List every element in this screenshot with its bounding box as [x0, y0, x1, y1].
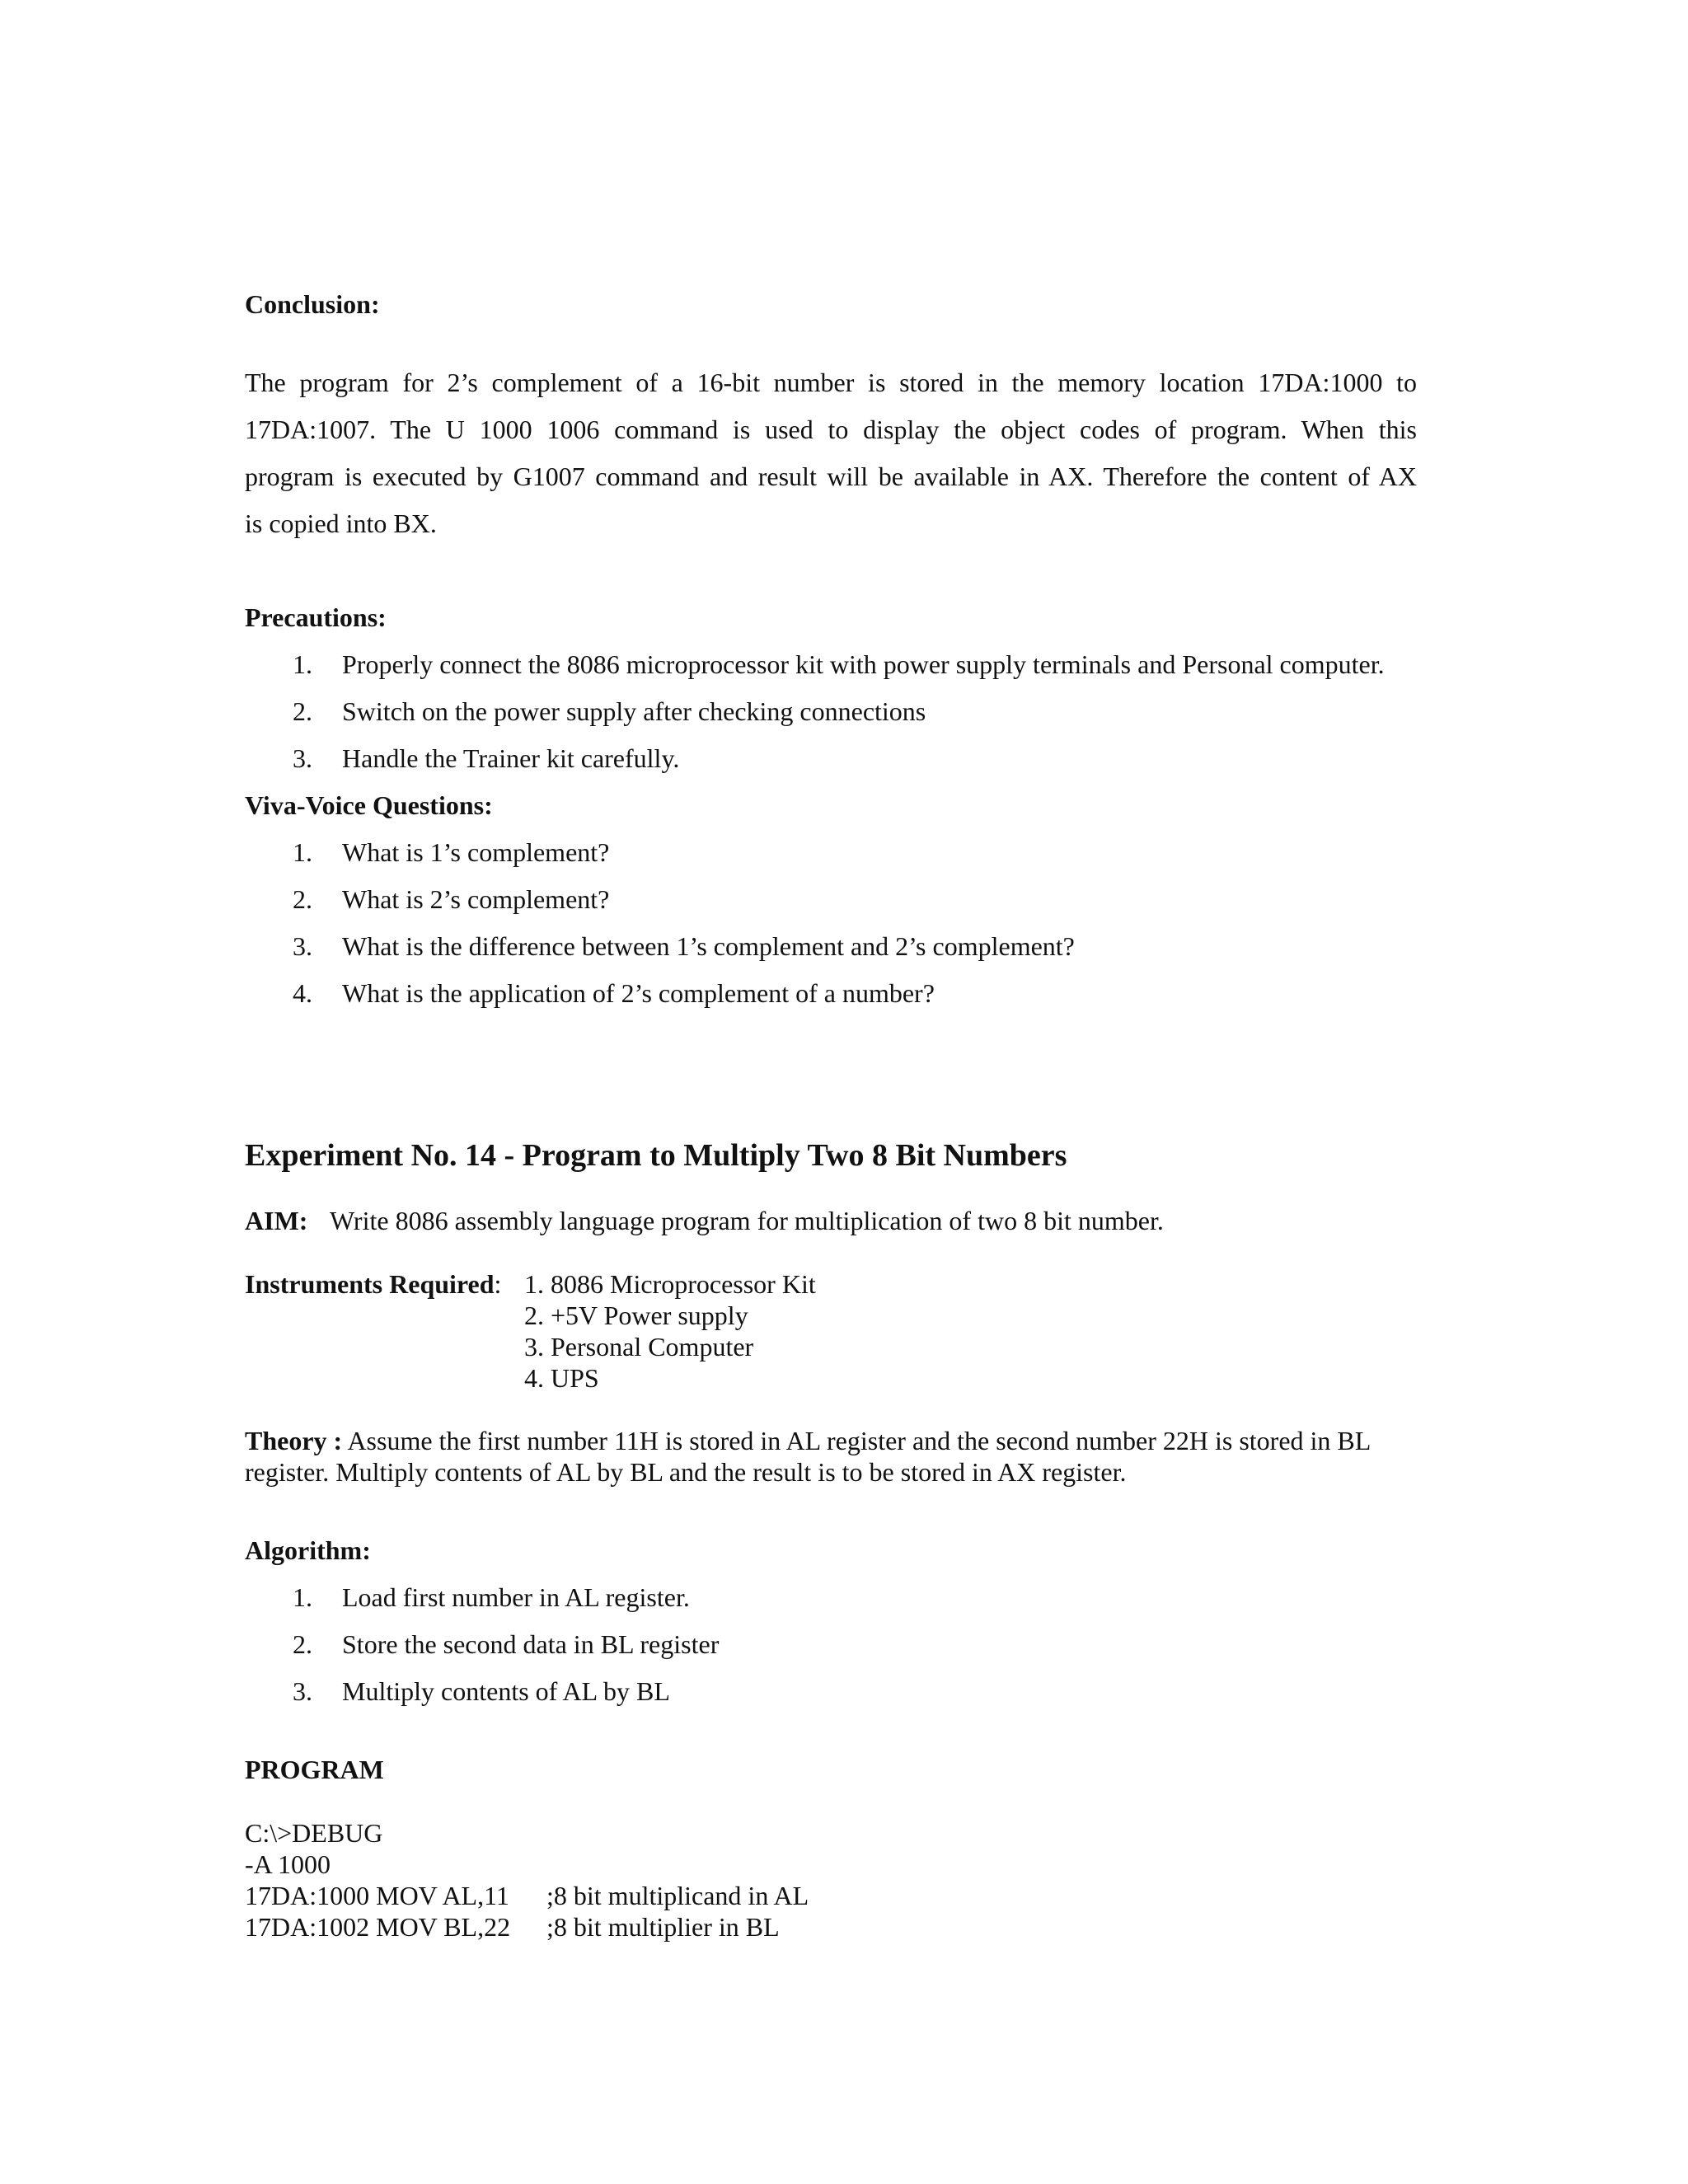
precautions-heading: Precautions:: [245, 602, 387, 632]
viva-number: 3.: [293, 931, 312, 961]
viva-number: 1.: [293, 837, 312, 867]
aim-text: Write 8086 assembly language program for multiplication of two 8 bit number.: [330, 1206, 1164, 1235]
program-code-line: -A 1000: [245, 1849, 331, 1879]
instrument-item: 1. 8086 Microprocessor Kit: [524, 1269, 816, 1299]
precaution-number: 1.: [293, 649, 312, 679]
program-code-line: 17DA:1000 MOV AL,11: [245, 1881, 509, 1910]
algorithm-heading: Algorithm:: [245, 1535, 371, 1565]
instrument-item: 3. Personal Computer: [524, 1332, 754, 1361]
program-code-line: 17DA:1002 MOV BL,22: [245, 1912, 511, 1942]
program-comment: ;8 bit multiplicand in AL: [546, 1881, 809, 1910]
theory-line-2: register. Multiply contents of AL by BL and the result is to be stored in AX register.: [245, 1457, 1127, 1487]
instruments-label: Instruments Required: [245, 1269, 495, 1299]
viva-heading: Viva-Voice Questions:: [245, 790, 493, 820]
experiment-title: Experiment No. 14 - Program to Multiply Two 8 Bit Numbers: [245, 1138, 1067, 1173]
precaution-item: Switch on the power supply after checking connections: [342, 696, 926, 726]
instruments-label-row: [245, 1268, 501, 1300]
program-heading: PROGRAM: [245, 1755, 384, 1784]
instruments-colon: :: [494, 1269, 502, 1299]
precaution-number: 2.: [293, 696, 312, 726]
algorithm-number: 1.: [293, 1582, 312, 1612]
conclusion-heading: Conclusion:: [245, 289, 380, 319]
algorithm-step: Load first number in AL register.: [342, 1582, 690, 1612]
program-comment: ;8 bit multiplier in BL: [546, 1912, 780, 1942]
precaution-item: Handle the Trainer kit carefully.: [342, 743, 680, 773]
theory-line-1: [245, 1425, 1371, 1456]
viva-question: What is 1’s complement?: [342, 837, 610, 867]
precaution-item: Properly connect the 8086 microprocessor kit with power supply terminals and Personal computer.: [342, 649, 1385, 679]
algorithm-step: Store the second data in BL register: [342, 1629, 720, 1659]
theory-text: Assume the first number 11H is stored in AL register and the second number 22H is stored in BL: [347, 1426, 1372, 1455]
algorithm-number: 3.: [293, 1676, 312, 1706]
instrument-item: 4. UPS: [524, 1363, 599, 1393]
algorithm-step: Multiply contents of AL by BL: [342, 1676, 670, 1706]
aim-label: AIM:: [245, 1206, 308, 1235]
conclusion-line-4: is copied into BX.: [245, 509, 437, 538]
viva-number: 2.: [293, 884, 312, 914]
precaution-number: 3.: [293, 743, 312, 773]
conclusion-line-2: 17DA:1007. The U 1000 1006 command is used to display the object codes of program. When this: [245, 415, 1417, 444]
theory-label: Theory :: [245, 1426, 343, 1455]
algorithm-number: 2.: [293, 1629, 312, 1659]
conclusion-line-3: program is executed by G1007 command and result will be available in AX. Therefore the content of AX: [245, 462, 1417, 491]
instrument-item: 2. +5V Power supply: [524, 1301, 748, 1330]
viva-question: What is the application of 2’s complement of a number?: [342, 978, 935, 1008]
viva-number: 4.: [293, 978, 312, 1008]
viva-question: What is 2’s complement?: [342, 884, 610, 914]
viva-question: What is the difference between 1’s complement and 2’s complement?: [342, 931, 1075, 961]
program-code-line: C:\>DEBUG: [245, 1818, 383, 1848]
conclusion-line-1: The program for 2’s complement of a 16-bit number is stored in the memory location 17DA:1000 to: [245, 368, 1417, 397]
